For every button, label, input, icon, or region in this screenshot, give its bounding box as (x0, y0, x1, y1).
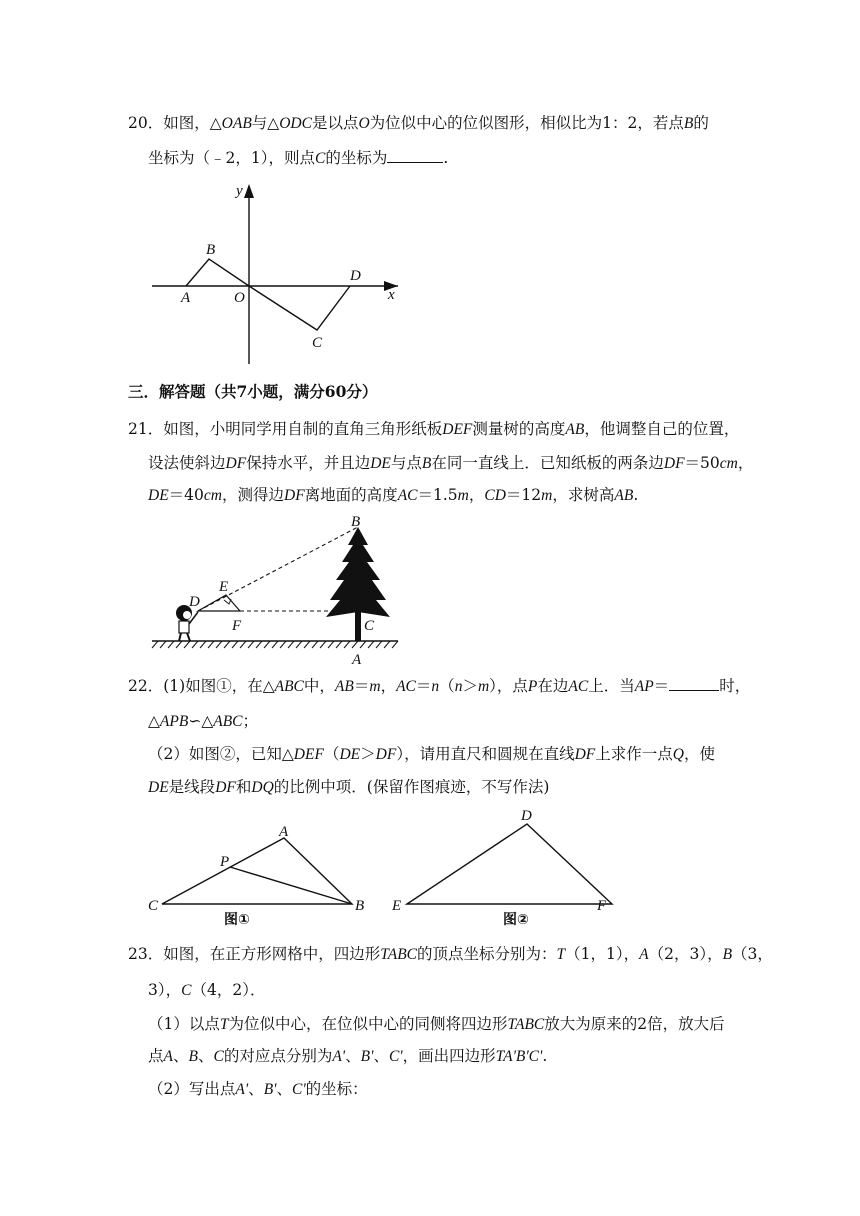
text: △ (148, 712, 160, 730)
text: 放大为原来的2倍，放大后 (544, 1015, 725, 1033)
math: n (454, 678, 463, 695)
math: DEF (442, 421, 473, 438)
math: TABC (380, 946, 417, 963)
math: T (556, 946, 566, 963)
math: C (314, 150, 326, 167)
label-x: x (388, 287, 395, 303)
text: 的坐标为 (325, 149, 388, 167)
text: （4，2）． (191, 981, 266, 999)
label-d: D (350, 268, 361, 284)
text: . (542, 1047, 548, 1065)
text: 保持水平，并且边 (246, 454, 371, 472)
text: ），点 (489, 677, 528, 695)
text: 、 (373, 1047, 389, 1065)
math: B' (263, 1081, 277, 1098)
math: DE (339, 746, 361, 763)
math: DE (370, 455, 391, 472)
text: ， (468, 486, 485, 504)
text: 的 (693, 114, 709, 132)
text: （2，3）， (648, 945, 723, 963)
text: ），请用直尺和圆规在直线 (396, 745, 575, 763)
math: m (457, 487, 469, 504)
math: n (431, 678, 440, 695)
math: AC (396, 678, 416, 695)
text: 和 (235, 778, 252, 796)
text: ， (737, 454, 754, 472)
math: A (639, 946, 649, 963)
text: 如图，小明同学用自制的直角三角形纸板 (163, 420, 443, 438)
text: ＝50 (684, 454, 720, 472)
math: AP (634, 678, 654, 695)
text: 与△ (251, 114, 280, 132)
math: ODC (279, 115, 312, 132)
math: ABC (274, 678, 304, 695)
text: 的顶点坐标分别为： (417, 945, 557, 963)
math: P (527, 678, 538, 695)
text: 时， (719, 677, 751, 695)
text: 是线段 (168, 778, 216, 796)
text: （ (439, 677, 455, 695)
text: 设法使斜边 (148, 454, 226, 472)
text: 、 (197, 1047, 214, 1065)
text: 3）， (148, 981, 182, 999)
math: DF (375, 746, 397, 763)
text: ＝1.5 (417, 486, 458, 504)
math: T (219, 1016, 229, 1033)
text: 为位似中心的位似图形，相似比为1：2，若点 (369, 114, 684, 132)
text: （ (323, 745, 340, 763)
math: C (213, 1048, 224, 1065)
label-d: D (189, 594, 200, 610)
math: OAB (221, 115, 252, 132)
text: ，求树高 (552, 486, 615, 504)
label-d: D (521, 808, 532, 824)
math: ABC (213, 713, 243, 730)
q23-line-3 (148, 1014, 725, 1035)
math: A' (235, 1081, 249, 1098)
text: ，使 (683, 745, 715, 763)
q23-line-2 (148, 980, 265, 1001)
text: 上．当 (588, 677, 635, 695)
text: 是以点 (311, 114, 359, 132)
label-a: A (352, 652, 362, 668)
question-number: 23． (128, 945, 164, 963)
text: ∽△ (188, 712, 214, 730)
text: 在同一直线上．已知纸板的两条边 (431, 454, 664, 472)
math: DF (574, 746, 596, 763)
text: （2）如图②，已知△ (148, 745, 294, 763)
math: m (477, 678, 490, 695)
label-c: C (364, 618, 375, 634)
math: A' (332, 1048, 346, 1065)
label-a: A (181, 290, 191, 306)
math: Q (672, 746, 684, 763)
text: (1)如图①，在△ (163, 677, 275, 695)
text: ，画出四边形 (402, 1047, 496, 1065)
q23-line-1 (128, 944, 773, 965)
text: （1，1）， (565, 945, 640, 963)
text: ＞ (462, 677, 478, 695)
label-f: F (232, 618, 242, 634)
q23-line-5 (148, 1079, 368, 1100)
label-c: C (312, 335, 323, 351)
text: 与点 (390, 454, 422, 472)
text: 上求作一点 (595, 745, 673, 763)
text: 如图，在正方形网格中，四边形 (163, 945, 381, 963)
label-b: B (206, 242, 216, 258)
math: TABC (507, 1016, 545, 1033)
math: DEF (293, 746, 324, 763)
label-f: F (597, 898, 607, 914)
math: TA'B'C' (495, 1048, 543, 1065)
label-a: A (279, 824, 289, 840)
label-p: P (220, 854, 230, 870)
text: ＝ (415, 677, 432, 695)
math: AB (334, 678, 354, 695)
math: m (369, 678, 381, 695)
text: 、 (345, 1047, 361, 1065)
math: APB (159, 713, 189, 730)
text: 如图，△ (163, 114, 222, 132)
question-number: 21． (128, 420, 164, 438)
label-y: y (236, 183, 243, 199)
triangle-def (407, 824, 612, 904)
label-e: E (392, 898, 402, 914)
math: A (163, 1048, 173, 1065)
text: 的对应点分别为 (223, 1047, 333, 1065)
math: DF (284, 487, 305, 504)
math: cm (203, 487, 222, 504)
label-o: O (234, 290, 245, 306)
text: （3， (732, 945, 773, 963)
text: 的比例中项．(保留作图痕迹，不写作法) (273, 778, 550, 796)
text: 的坐标： (305, 1080, 368, 1098)
text: ＝ (353, 677, 370, 695)
text: ，他调整自己的位置， (584, 420, 740, 438)
text: ， (380, 677, 397, 695)
math: DQ (251, 779, 274, 796)
triangle-abc (162, 838, 352, 904)
text: 、 (276, 1080, 292, 1098)
text: （1）以点 (148, 1015, 220, 1033)
label-c: C (148, 898, 159, 914)
text: 、 (248, 1080, 264, 1098)
caption-fig-1: 图① (224, 912, 250, 928)
text: 在边 (537, 677, 569, 695)
math: O (358, 115, 370, 132)
question-number: 22． (128, 677, 164, 695)
text: ，测得边 (221, 486, 284, 504)
text: 测量树的高度 (472, 420, 566, 438)
label-b: B (355, 898, 365, 914)
text: 坐标为（﹣2，1），则点 (148, 149, 315, 167)
math: B (683, 115, 694, 132)
math: m (541, 487, 553, 504)
text: ＝12 (505, 486, 542, 504)
label-b: B (351, 514, 361, 530)
text: 为位似中心，在位似中心的同侧将四边形 (228, 1015, 508, 1033)
math: AB (565, 421, 585, 438)
section-title: 三．解答题（共7小题，满分60分） (128, 382, 378, 401)
text: 、 (172, 1047, 189, 1065)
math: DE (148, 779, 169, 796)
caption-fig-2: 图② (503, 912, 529, 928)
math: DE (148, 487, 169, 504)
question-number: 20． (128, 114, 164, 132)
math: CD (484, 487, 506, 504)
text: 点 (148, 1047, 164, 1065)
math: C (181, 982, 192, 999)
math: B (188, 1048, 198, 1065)
math: DF (225, 455, 247, 472)
text: ＞ (360, 745, 376, 763)
math: DF (215, 779, 236, 796)
text: ； (242, 712, 259, 730)
math: AC (568, 678, 589, 695)
text: ＝40 (168, 486, 204, 504)
math: B (421, 455, 432, 472)
math: cm (719, 455, 738, 472)
text: 离地面的高度 (304, 486, 398, 504)
text: . (443, 149, 449, 167)
label-e: E (219, 579, 229, 595)
math: C' (388, 1048, 403, 1065)
text: . (633, 486, 639, 504)
math: AC (397, 487, 418, 504)
text: 中， (303, 677, 335, 695)
text: （2）写出点 (148, 1080, 236, 1098)
math: B' (360, 1048, 374, 1065)
q23-line-4 (148, 1046, 547, 1067)
math: AB (614, 487, 634, 504)
math: DF (663, 455, 685, 472)
math: C' (292, 1081, 306, 1098)
math: B (722, 946, 733, 963)
text: ＝ (653, 677, 670, 695)
